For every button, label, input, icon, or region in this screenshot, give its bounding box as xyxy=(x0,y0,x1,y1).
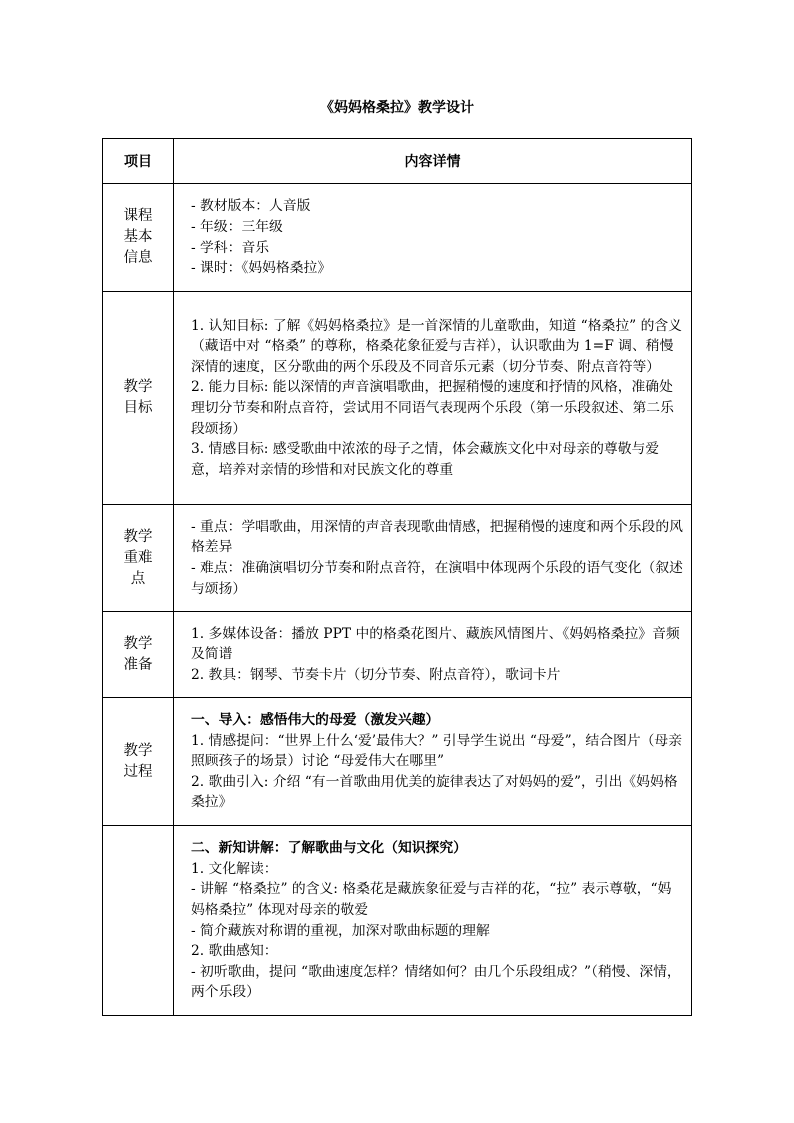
label-basic-info: 课程 基本 信息 xyxy=(103,184,174,292)
row-process-continued xyxy=(103,826,692,1016)
list-item: 2. 歌曲引入: 介绍 “有一首歌曲用优美的旋律表达了对妈妈的爱”，引出《妈妈格桑拉》 xyxy=(191,773,678,811)
list-item: 2. 歌曲感知： xyxy=(191,943,278,960)
content-preparation xyxy=(174,612,692,698)
content-basic-info xyxy=(174,184,692,292)
row-key-points xyxy=(103,505,692,612)
label-preparation: 教学 准备 xyxy=(103,612,174,698)
list-item: - 讲解 “格桑拉” 的含义: 格桑花是藏族象征爱与吉祥的花，“拉” 表示尊敬，“妈妈格桑拉” 体现对母亲的敬爱 xyxy=(191,881,672,918)
list-item: 2. 教具：钢琴、节奏卡片（切分节奏、附点音符），歌词卡片 xyxy=(191,666,561,683)
list-item: 2. 能力目标: 能以深情的声音演唱歌曲，把握稍慢的速度和抒情的风格，准确处理切分节奏和附点音符，尝试用不同语气表现两个乐段（第一乐段叙述、第二乐段颂扬） xyxy=(191,379,674,437)
list-item: - 课时：《妈妈格桑拉》 xyxy=(191,260,332,277)
label-key-points: 教学 重难 点 xyxy=(103,505,174,612)
header-content: 内容详情 xyxy=(174,139,692,184)
section-heading: 一、导入：感悟伟大的母爱（激发兴趣） xyxy=(191,712,440,729)
content-objectives xyxy=(174,292,692,505)
document-title: 《妈妈格桑拉》教学设计 xyxy=(320,100,474,116)
label-empty xyxy=(103,826,174,1016)
row-objectives xyxy=(103,292,692,505)
header-item: 项目 xyxy=(103,139,174,184)
list-item: - 难点：准确演唱切分节奏和附点音符，在演唱中体现两个乐段的语气变化（叙述与颂扬） xyxy=(191,560,683,597)
content-process-new-knowledge xyxy=(174,826,692,1016)
list-item: 1. 文化解读： xyxy=(191,860,278,877)
list-item: - 年级：三年级 xyxy=(191,218,283,235)
list-item: 1. 情感提问：“世界上什么‘爱’最伟大？” 引导学生说出 “母爱”，结合图片（母亲照顾孩子的场景）讨论 “母爱伟大在哪里” xyxy=(191,732,683,770)
label-objectives: 教学 目标 xyxy=(103,292,174,505)
list-item: - 简介藏族对称谓的重视，加深对歌曲标题的理解 xyxy=(191,922,490,939)
list-item: - 学科：音乐 xyxy=(191,239,270,256)
list-item: - 重点：学唱歌曲，用深情的声音表现歌曲情感，把握稍慢的速度和两个乐段的风格差异 xyxy=(191,518,683,556)
list-item: - 初听歌曲，提问 “歌曲速度怎样？情绪如何？由几个乐段组成？”（稍慢、深情，两个乐段） xyxy=(191,963,681,1001)
content-key-points xyxy=(174,505,692,612)
row-process xyxy=(103,698,692,826)
table-header-row xyxy=(103,139,692,184)
lesson-plan-table xyxy=(102,138,692,1016)
section-heading: 二、新知讲解：了解歌曲与文化（知识探究） xyxy=(191,840,467,857)
list-item: 3. 情感目标: 感受歌曲中浓浓的母子之情，体会藏族文化中对母亲的尊敬与爱意，培养对亲情的珍惜和对民族文化的尊重 xyxy=(191,441,660,478)
label-process: 教学 过程 xyxy=(103,698,174,826)
list-item: 1. 认知目标: 了解《妈妈格桑拉》是一首深情的儿童歌曲，知道 “格桑拉” 的含义（藏语中对 “格桑” 的尊称，格桑花象征爱与吉祥），认识歌曲为 1=F 调、稍慢深情的速度，区分歌曲的两个乐段及不同音乐元素（切分节奏、附点音符等） xyxy=(191,317,682,375)
content-process-intro xyxy=(174,698,692,826)
row-preparation xyxy=(103,612,692,698)
row-basic-info xyxy=(103,184,692,292)
list-item: 1. 多媒体设备：播放 PPT 中的格桑花图片、藏族风情图片、《妈妈格桑拉》音频及简谱 xyxy=(191,625,680,663)
list-item: - 教材版本：人音版 xyxy=(191,198,311,215)
